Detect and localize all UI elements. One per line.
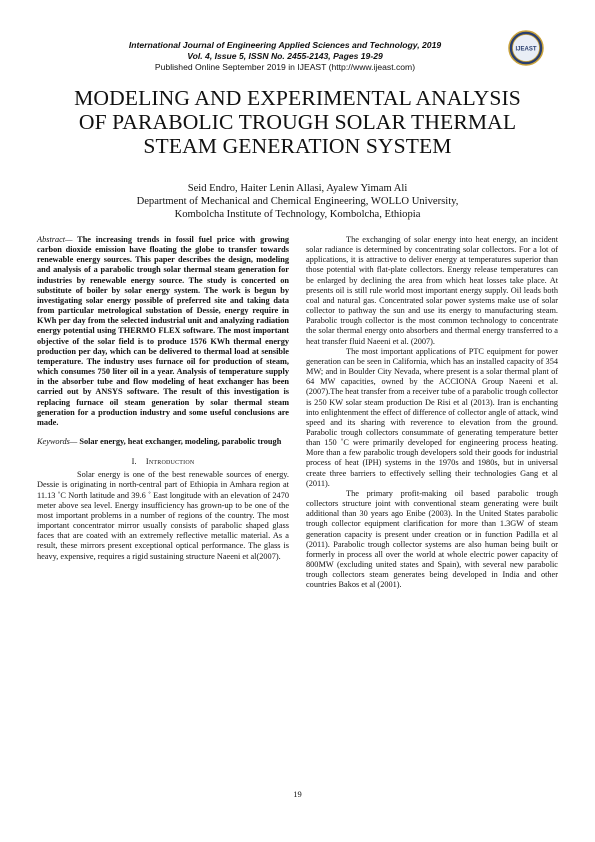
logo-text: IJEAST bbox=[515, 46, 537, 53]
title-line-1: MODELING AND EXPERIMENTAL ANALYSIS bbox=[74, 86, 521, 110]
author-block bbox=[90, 182, 505, 221]
journal-logo bbox=[508, 30, 544, 66]
abstract-text: The increasing trends in fossil fuel price with growing carbon dioxide emission have floating the globe to transfer towards renewable energy sources. This paper describes the design, modeling and analysis of a parabolic trough solar thermal steam generation for industries by renewable energy source. The study is concerted on substitute of boiler by solar energy system. The work is begun by investigating solar energy possible of preferred site and taking data from particular metrological substation of Dessie, energy require in KWh per day from the selected industrial unit and analyzing radiation energy potential using THERMO FLEX software. The most important objective of the solar field is to produce 1576 KWh thermal energy production per day, which can be delivered to thermal load at sensible temperature. The industry uses furnace oil for production of steam, which consumes 750 liter oil in a year. Analysis of temperature supply in the absorber tube and flow modeling of heat exchanger has been carried out by ANSYS software. The result of this investigation is replacing furnace oil steam generation by solar thermal steam generation for a production industry and some useful conclusions are made. bbox=[37, 235, 289, 427]
keywords-label: Keywords— bbox=[37, 436, 78, 446]
left-column bbox=[37, 235, 289, 562]
title-line-3: STEAM GENERATION SYSTEM bbox=[143, 134, 452, 158]
journal-header bbox=[70, 40, 500, 73]
author-names: Seid Endro, Haiter Lenin Allasi, Ayalew Yimam Ali bbox=[187, 183, 408, 194]
section-title: Introduction bbox=[145, 457, 195, 467]
keywords bbox=[37, 437, 289, 447]
intro-paragraph-1: Solar energy is one of the best renewable sources of energy. Dessie is originating in north-central part of Ethiopia in Amhara region at 11.13 ˚C North latitude and 39.6 ˚ East longitude with an elevation of 2470 meter above sea level. Energy insufficiency has grown-up to be one of the most important problems in a number of regions of the country. The most important concentrator mirror usually consists of parabolic shaped glass faces that are coated with an extremely reflective metallic material. As a result, these mirrors present exceptional optical performance. The glass is heavy, expensive, requires a rigid sustaining structure Naeeni et al(2007). bbox=[37, 470, 289, 561]
journal-published: Published Online September 2019 in IJEAST (http://www.ijeast.com) bbox=[154, 62, 416, 72]
author-department: Department of Mechanical and Chemical Engineering, WOLLO University, bbox=[136, 196, 459, 207]
journal-volume: Vol. 4, Issue 5, ISSN No. 2455-2143, Pages 19-29 bbox=[187, 51, 383, 61]
section-number: I. bbox=[131, 457, 137, 467]
paper-title bbox=[30, 86, 565, 158]
right-paragraph-1: The exchanging of solar energy into heat energy, an incident solar radiance is determined by concentrating solar collectors. For a lot of applications, it is attractive to deliver energy at temperatures superior than those potential with flat-plate collectors. Energy release temperatures can be enlarged by declining the area from which heat losses take place. At presents oil is still rule world most important energy supply. Oil leads both coal and natural gas. Concentrated solar power systems make use of solar collector to pathway the sun and use its energy to manufacturing steam. Parabolic trough collector is the most common technology to concentrate the solar thermal energy onto absorbers and thermal energy transferred to a heat transfer fluid Naeeni et al. (2007). bbox=[306, 235, 558, 346]
section-heading-introduction bbox=[37, 457, 289, 467]
keywords-text: Solar energy, heat exchanger, modeling, parabolic trough bbox=[77, 436, 282, 446]
author-institute: Kombolcha Institute of Technology, Kombolcha, Ethiopia bbox=[174, 209, 421, 220]
title-line-2: OF PARABOLIC TROUGH SOLAR THERMAL bbox=[78, 110, 517, 134]
right-paragraph-3: The primary profit-making oil based parabolic trough collectors structure joint with conventional steam generating were built additional than 30 years ago Enibe (2003). In the United States parabolic trough collector equipment clarification for more than 1.3GW of steam generation capacity is present under creation or in function Padilla et al (2011). Parabolic trough collector systems are also human being built or formerly in process all over the world at whole electric power capacity of 800MW (excluding united states and Spain), with several new parabolic trough collectors steam generates being developed in India and other countries Bakos et al (2001). bbox=[306, 488, 558, 590]
right-column bbox=[306, 235, 558, 590]
abstract bbox=[37, 235, 289, 428]
abstract-label: Abstract— bbox=[37, 235, 73, 244]
right-paragraph-2: The most important applications of PTC equipment for power generation can be seen in California, which has an installed capacity of 354 MW; and in Boulder City Nevada, where present is a solar thermal plant of 64 MW capacities, owned by the ACCIONA Group Naeeni et al. (2007).The heat transfer from a receiver tube of a parabolic trough collector is 250 KW solar steam production De Risi et al (2013). Iran is enchanting into enlightenment the effect of difference of collector angle of attack, wind speed and its sharing with reverence to elevation from the ground. Parabolic trough collectors consummate of generating temperature better than 150 ˚C were primarily developed for engineering process heating. More than a few parabolic trough developers sold their goods for industrial process of heat (IPH) systems in the 1970s and 1980s, but in universal create three barriers to effectively selling their technologies Gang et al (2011). bbox=[306, 346, 559, 488]
page-number: 19 bbox=[293, 789, 302, 799]
journal-name: International Journal of Engineering Applied Sciences and Technology, 2019 bbox=[128, 40, 442, 50]
